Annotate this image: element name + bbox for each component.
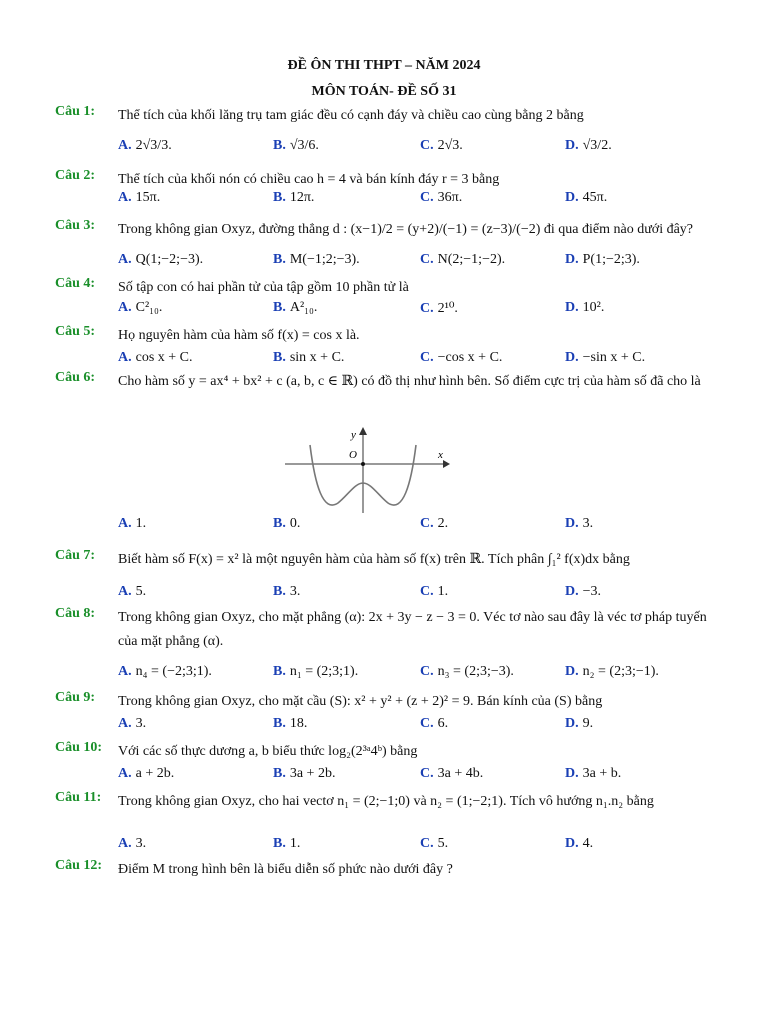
option-b[interactable]: B. n₁ = (2;3;1). (273, 664, 359, 679)
answer-options (118, 664, 718, 684)
option-c[interactable]: C. 2. (420, 516, 449, 531)
option-b[interactable]: B. A²₁₀. (273, 300, 318, 315)
option-b[interactable]: B. √3/6. (273, 138, 319, 153)
question-label: Câu 10: (55, 740, 103, 755)
question-text: Thể tích của khối lăng trụ tam giác đều có cạnh đáy và chiều cao cùng bằng 2 bằng (118, 108, 584, 123)
question-label: Câu 11: (55, 790, 102, 805)
question-label: Câu 4: (55, 276, 96, 291)
option-c[interactable]: C. 3a + 4b. (420, 766, 484, 781)
question-label: Câu 9: (55, 690, 96, 705)
question-text: Họ nguyên hàm của hàm số f(x) = cos x là. (118, 328, 360, 343)
question-label: Câu 8: (55, 606, 96, 621)
option-a[interactable]: A. 2√3/3. (118, 138, 172, 153)
answer-options (118, 766, 718, 786)
option-a[interactable]: A. a + 2b. (118, 766, 175, 781)
option-b[interactable]: B. 12π. (273, 190, 315, 205)
option-b[interactable]: B. 1. (273, 836, 301, 851)
origin-label: O (349, 449, 357, 461)
option-b[interactable]: B. 3a + 2b. (273, 766, 336, 781)
question-text: Với các số thực dương a, b biểu thức log₂(2³ᵃ4ᵇ) bằng (118, 744, 418, 759)
option-a[interactable]: A. Q(1;−2;−3). (118, 252, 204, 267)
answer-options (118, 516, 718, 536)
option-c[interactable]: C. 36π. (420, 190, 463, 205)
option-a[interactable]: A. C²₁₀. (118, 300, 163, 315)
option-c[interactable]: C. 2√3. (420, 138, 463, 153)
question-label: Câu 12: (55, 858, 103, 873)
option-a[interactable]: A. 3. (118, 836, 147, 851)
document-title: ĐỀ ÔN THI THPT – NĂM 2024 (287, 58, 481, 73)
option-a[interactable]: A. cos x + C. (118, 350, 193, 365)
y-axis-arrow-icon (359, 427, 367, 435)
option-c[interactable]: C. 1. (420, 584, 449, 599)
question-text: Số tập con có hai phần tử của tập gồm 10 phần tử là (118, 280, 409, 295)
option-b[interactable]: B. sin x + C. (273, 350, 345, 365)
answer-options (118, 584, 718, 604)
document-subtitle: MÔN TOÁN- ĐỀ SỐ 31 (311, 84, 457, 99)
x-axis-label: x (438, 449, 443, 461)
answer-options (118, 190, 718, 210)
question-text: Trong không gian Oxyz, đường thẳng d : (x−1)/2 = (y+2)/(−1) = (z−3)/(−2) đi qua điểm nào dưới đây? (118, 222, 694, 237)
option-d[interactable]: D. −sin x + C. (565, 350, 646, 365)
answer-options (118, 716, 718, 736)
answer-options (118, 836, 718, 856)
option-d[interactable]: D. 3a + b. (565, 766, 622, 781)
function-graph (283, 425, 453, 515)
option-d[interactable]: D. 45π. (565, 190, 608, 205)
question-text: Trong không gian Oxyz, cho mặt phẳng (α): 2x + 3y − z − 3 = 0. Véc tơ nào sau đây là véc tơ pháp tuyến của mặt phẳng (α). (118, 610, 707, 649)
answer-options (118, 300, 718, 320)
option-d[interactable]: D. −3. (565, 584, 602, 599)
option-c[interactable]: C. n₃ = (2;3;−3). (420, 664, 514, 679)
question-label: Câu 2: (55, 168, 96, 183)
question-text: Trong không gian Oxyz, cho hai vectơ n₁ = (2;−1;0) và n₂ = (1;−2;1). Tích vô hướng n₁.n₂ bằng (118, 794, 654, 809)
question-text: Cho hàm số y = ax⁴ + bx² + c (a, b, c ∈ ℝ) có đồ thị như hình bên. Số điểm cực trị của hàm số đã cho là (118, 374, 701, 389)
option-d[interactable]: D. 4. (565, 836, 594, 851)
option-d[interactable]: D. n₂ = (2;3;−1). (565, 664, 659, 679)
question-label: Câu 6: (55, 370, 96, 385)
question-text: Biết hàm số F(x) = x² là một nguyên hàm của hàm số f(x) trên ℝ. Tích phân ∫₁² f(x)dx bằng (118, 552, 630, 567)
question-text: Điểm M trong hình bên là biểu diễn số phức nào dưới đây ? (118, 862, 453, 877)
option-a[interactable]: A. 5. (118, 584, 147, 599)
question-label: Câu 7: (55, 548, 96, 563)
question-label: Câu 1: (55, 104, 96, 119)
option-c[interactable]: C. N(2;−1;−2). (420, 252, 506, 267)
answer-options (118, 252, 718, 272)
option-d[interactable]: D. 10². (565, 300, 605, 315)
option-b[interactable]: B. 3. (273, 584, 301, 599)
question-label: Câu 3: (55, 218, 96, 233)
option-c[interactable]: C. 2¹⁰. (420, 301, 458, 316)
option-a[interactable]: A. 15π. (118, 190, 161, 205)
question-text: Trong không gian Oxyz, cho mặt cầu (S): x² + y² + (z + 2)² = 9. Bán kính của (S) bằng (118, 694, 603, 709)
option-c[interactable]: C. −cos x + C. (420, 350, 503, 365)
option-d[interactable]: D. P(1;−2;3). (565, 252, 640, 267)
option-c[interactable]: C. 6. (420, 716, 449, 731)
option-d[interactable]: D. 9. (565, 716, 594, 731)
option-d[interactable]: D. √3/2. (565, 138, 612, 153)
option-b[interactable]: B. M(−1;2;−3). (273, 252, 360, 267)
y-axis-label: y (351, 429, 356, 441)
question-label: Câu 5: (55, 324, 96, 339)
option-b[interactable]: B. 18. (273, 716, 308, 731)
origin-dot (361, 462, 365, 466)
option-a[interactable]: A. 1. (118, 516, 147, 531)
option-a[interactable]: A. n₄ = (−2;3;1). (118, 664, 212, 679)
question-text: Thể tích của khối nón có chiều cao h = 4 và bán kính đáy r = 3 bằng (118, 172, 500, 187)
option-b[interactable]: B. 0. (273, 516, 301, 531)
answer-options (118, 350, 718, 370)
option-d[interactable]: D. 3. (565, 516, 594, 531)
option-a[interactable]: A. 3. (118, 716, 147, 731)
option-c[interactable]: C. 5. (420, 836, 449, 851)
answer-options (118, 138, 718, 158)
x-axis-arrow-icon (443, 460, 450, 468)
